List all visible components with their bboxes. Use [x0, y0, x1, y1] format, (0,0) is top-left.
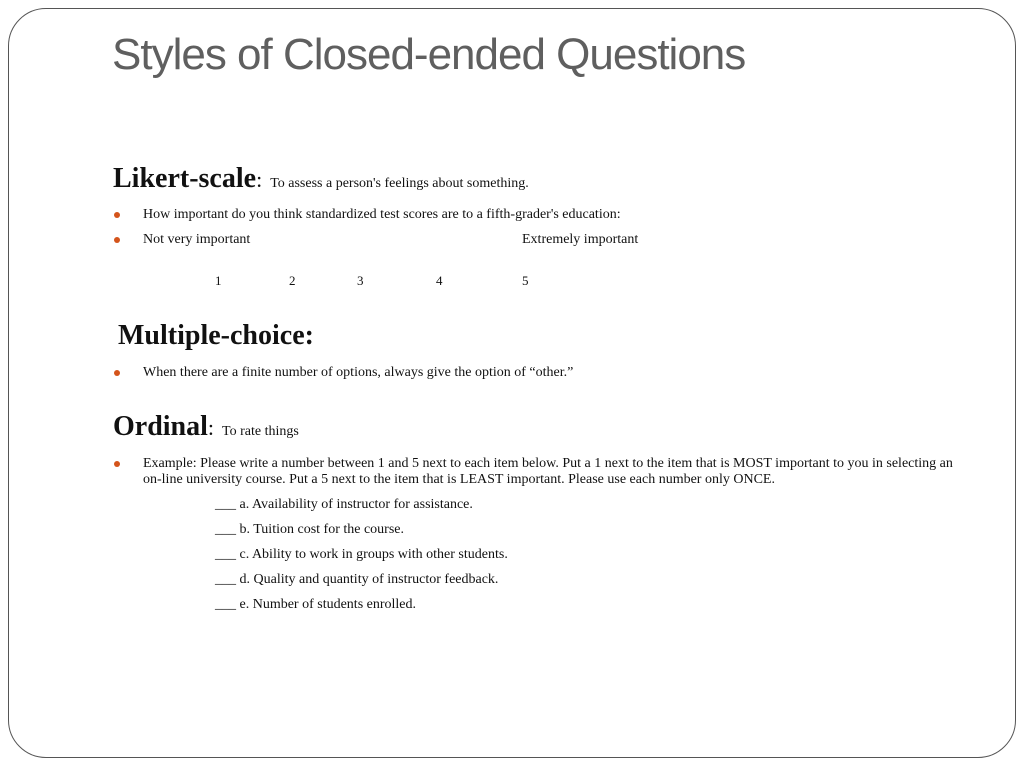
slide-frame — [8, 8, 1016, 758]
scale-number: 5 — [522, 273, 529, 288]
likert-colon: : — [256, 167, 263, 192]
ordinal-description: To rate things — [222, 424, 299, 439]
ordinal-item: ___ c. Ability to work in groups with other students. — [215, 547, 508, 562]
scale-left-label: Not very important — [143, 232, 251, 247]
bullet-text: Example: Please write a number between 1 and 5 next to each item below. Put a 1 next to the item that is MOST important to you in selecting an on-line university course. Put a 5 next to the item that is LEAST important. Please use each number only ONCE. — [143, 456, 953, 487]
bullet-dot — [114, 237, 120, 243]
multiple-choice-heading-line — [118, 320, 314, 352]
multiple-choice-heading: Multiple-choice: — [118, 320, 314, 351]
bullet-text: How important do you think standardized test scores are to a fifth-grader's education: — [143, 207, 621, 222]
page-title: Styles of Closed-ended Questions — [112, 30, 746, 79]
scale-right-label: Extremely important — [522, 232, 639, 247]
ordinal-colon: : — [207, 415, 215, 440]
bullet-text: When there are a finite number of options, always give the option of “other.” — [143, 365, 574, 380]
ordinal-heading-line — [113, 411, 299, 443]
likert-description: To assess a person's feelings about something. — [270, 176, 529, 191]
ordinal-item: ___ b. Tuition cost for the course. — [215, 522, 404, 537]
scale-number: 3 — [357, 273, 364, 288]
likert-heading-line — [113, 163, 529, 195]
scale-number: 2 — [289, 273, 296, 288]
scale-number: 1 — [215, 273, 222, 288]
ordinal-bullet-example — [114, 456, 964, 490]
bullet-dot — [114, 461, 120, 467]
bullet-dot — [114, 370, 120, 376]
ordinal-item: ___ d. Quality and quantity of instructor feedback. — [215, 572, 499, 587]
likert-heading: Likert-scale — [113, 163, 257, 194]
ordinal-heading: Ordinal — [113, 411, 208, 442]
scale-number: 4 — [436, 273, 443, 288]
ordinal-item: ___ e. Number of students enrolled. — [215, 597, 417, 612]
bullet-dot — [114, 212, 120, 218]
ordinal-item: ___ a. Availability of instructor for assistance. — [215, 497, 473, 512]
